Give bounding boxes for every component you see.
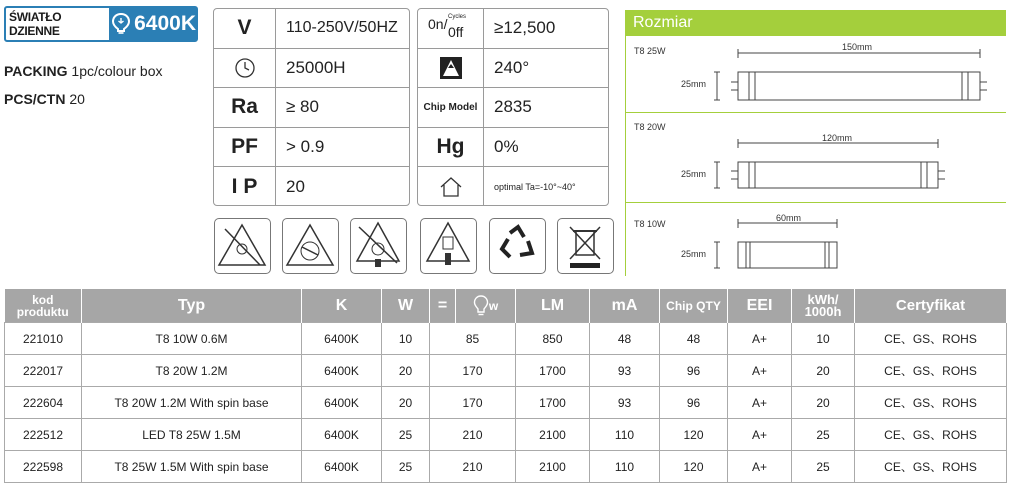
switch-cycles-key: 0n/ Cycles 0ff <box>418 9 484 48</box>
chip-model-value: 2835 <box>494 97 532 117</box>
packing-value: 1pc/colour box <box>71 63 163 79</box>
temp-value: optimal Ta=-10°~40° <box>494 182 576 193</box>
cell-typ: T8 25W 1.5M With spin base <box>82 451 302 483</box>
color-temperature-badge <box>4 6 198 42</box>
col-chip: Chip QTY <box>660 289 728 323</box>
tube-length-label: 150mm <box>842 42 873 52</box>
pcs-ctn-line <box>4 91 85 107</box>
table-row <box>5 451 1007 483</box>
tube-drawing-25w <box>714 49 987 100</box>
no-sensor-icon <box>282 218 339 274</box>
ra-value: ≥ 80 <box>286 97 319 117</box>
cell-typ: LED T8 25W 1.5M <box>82 419 302 451</box>
hg-value: 0% <box>494 137 519 157</box>
house-icon <box>418 167 484 206</box>
col-k: K <box>302 289 382 323</box>
cell-kod: 222512 <box>5 419 82 451</box>
ip-key: I P <box>214 167 276 206</box>
table-row <box>5 387 1007 419</box>
cell-eei: A+ <box>728 355 792 387</box>
cell-bulb: 210 <box>430 419 516 451</box>
table-row <box>5 323 1007 355</box>
cell-ma: 48 <box>590 323 660 355</box>
spec-table-left <box>213 8 410 206</box>
beam-angle-icon <box>418 49 484 88</box>
cell-kwh: 25 <box>792 451 855 483</box>
table-row <box>5 355 1007 387</box>
cell-cert: CE、GS、ROHS <box>855 355 1007 387</box>
cell-ma: 93 <box>590 387 660 419</box>
tube-drawings <box>625 36 1006 276</box>
ip-value: 20 <box>286 177 305 197</box>
col-cert: Certyfikat <box>855 289 1007 323</box>
pf-key: PF <box>214 128 276 167</box>
col-eei: EEI <box>728 289 792 323</box>
cell-eei: A+ <box>728 387 792 419</box>
cell-kwh: 20 <box>792 387 855 419</box>
socket-icon <box>420 218 477 274</box>
cell-chip: 120 <box>660 451 728 483</box>
bulb-pin-icon <box>111 12 131 36</box>
spec-row-cycles <box>418 9 608 49</box>
col-kod: kod produktu <box>5 289 82 323</box>
bulb-w-label: w <box>488 298 499 313</box>
cell-k: 6400K <box>302 323 382 355</box>
cell-lm: 850 <box>516 323 590 355</box>
cell-ma: 110 <box>590 451 660 483</box>
col-typ: Typ <box>82 289 302 323</box>
cell-kod: 222598 <box>5 451 82 483</box>
cell-chip: 120 <box>660 419 728 451</box>
voltage-value: 110-250V/50HZ <box>286 19 398 37</box>
pf-value: > 0.9 <box>286 137 325 157</box>
packing-label: PACKING <box>4 63 68 79</box>
cell-kwh: 10 <box>792 323 855 355</box>
cell-kwh: 25 <box>792 419 855 451</box>
cell-ma: 110 <box>590 419 660 451</box>
packing-line <box>4 63 162 79</box>
spec-row-beam <box>418 49 608 89</box>
cell-cert: CE、GS、ROHS <box>855 451 1007 483</box>
spec-row-ra <box>214 88 409 128</box>
table-row <box>5 419 1007 451</box>
col-eq: = <box>430 289 456 323</box>
cell-k: 6400K <box>302 387 382 419</box>
cell-typ: T8 20W 1.2M With spin base <box>82 387 302 419</box>
spec-row-hg <box>418 128 608 168</box>
pcs-ctn-label: PCS/CTN <box>4 91 66 107</box>
no-rewiring-icon <box>350 218 407 274</box>
col-bulb-w <box>456 289 516 323</box>
cell-cert: CE、GS、ROHS <box>855 387 1007 419</box>
hg-key: Hg <box>418 128 484 167</box>
cell-chip: 96 <box>660 355 728 387</box>
tube-model-label: T8 25W <box>634 46 666 56</box>
cell-bulb: 170 <box>430 387 516 419</box>
recycle-icon <box>489 218 546 274</box>
bulb-outline-icon <box>473 295 489 317</box>
tube-diameter-label: 25mm <box>681 249 707 259</box>
cell-lm: 1700 <box>516 355 590 387</box>
spec-table-right <box>417 8 609 206</box>
voltage-key: V <box>214 9 276 48</box>
rozmiar-header: Rozmiar <box>625 10 1006 36</box>
tube-length-label: 60mm <box>776 213 802 223</box>
cell-lm: 1700 <box>516 387 590 419</box>
spec-row-lifetime <box>214 49 409 89</box>
cell-bulb: 210 <box>430 451 516 483</box>
spec-row-temp <box>418 167 608 206</box>
cell-kod: 221010 <box>5 323 82 355</box>
chip-model-key: Chip Model <box>418 88 484 127</box>
badge-value-box <box>109 8 196 40</box>
cell-eei: A+ <box>728 323 792 355</box>
tube-diameter-label: 25mm <box>681 169 707 179</box>
cell-typ: T8 20W 1.2M <box>82 355 302 387</box>
tube-drawing-10w <box>714 219 837 268</box>
col-w: W <box>382 289 430 323</box>
cell-bulb: 170 <box>430 355 516 387</box>
badge-value: 6400K <box>134 12 196 35</box>
tube-model-label: T8 10W <box>634 219 666 229</box>
col-ma: mA <box>590 289 660 323</box>
tube-model-label: T8 20W <box>634 122 666 132</box>
product-table <box>4 289 1007 483</box>
cell-w: 25 <box>382 451 430 483</box>
cell-chip: 48 <box>660 323 728 355</box>
cell-eei: A+ <box>728 419 792 451</box>
weee-bin-icon <box>557 218 614 274</box>
col-kwh: kWh/ 1000h <box>792 289 855 323</box>
tube-diameter-label: 25mm <box>681 79 707 89</box>
cell-lm: 2100 <box>516 419 590 451</box>
cell-cert: CE、GS、ROHS <box>855 419 1007 451</box>
ra-key: Ra <box>214 88 276 127</box>
cell-kod: 222604 <box>5 387 82 419</box>
spec-row-pf <box>214 128 409 168</box>
clock-icon <box>214 49 276 88</box>
beam-angle-value: 240° <box>494 57 530 77</box>
cycles-value: ≥12,500 <box>494 18 556 38</box>
cell-bulb: 85 <box>430 323 516 355</box>
cell-kwh: 20 <box>792 355 855 387</box>
cell-w: 25 <box>382 419 430 451</box>
cell-k: 6400K <box>302 419 382 451</box>
pcs-ctn-value: 20 <box>69 91 85 107</box>
spec-row-chip <box>418 88 608 128</box>
cell-k: 6400K <box>302 355 382 387</box>
tube-length-label: 120mm <box>822 133 853 143</box>
cell-kod: 222017 <box>5 355 82 387</box>
badge-label: ŚWIATŁO DZIENNE <box>9 10 62 38</box>
lifetime-value: 25000H <box>286 57 346 77</box>
cell-w: 20 <box>382 387 430 419</box>
cell-cert: CE、GS、ROHS <box>855 323 1007 355</box>
cell-w: 20 <box>382 355 430 387</box>
cell-ma: 93 <box>590 355 660 387</box>
spec-row-ip <box>214 167 409 206</box>
spec-row-voltage <box>214 9 409 49</box>
cell-typ: T8 10W 0.6M <box>82 323 302 355</box>
cell-chip: 96 <box>660 387 728 419</box>
cell-lm: 2100 <box>516 451 590 483</box>
cell-eei: A+ <box>728 451 792 483</box>
col-lm: LM <box>516 289 590 323</box>
cell-k: 6400K <box>302 451 382 483</box>
no-dimming-icon <box>214 218 271 274</box>
cell-w: 10 <box>382 323 430 355</box>
table-header-row <box>5 289 1007 323</box>
tube-drawing-20w <box>714 139 945 188</box>
